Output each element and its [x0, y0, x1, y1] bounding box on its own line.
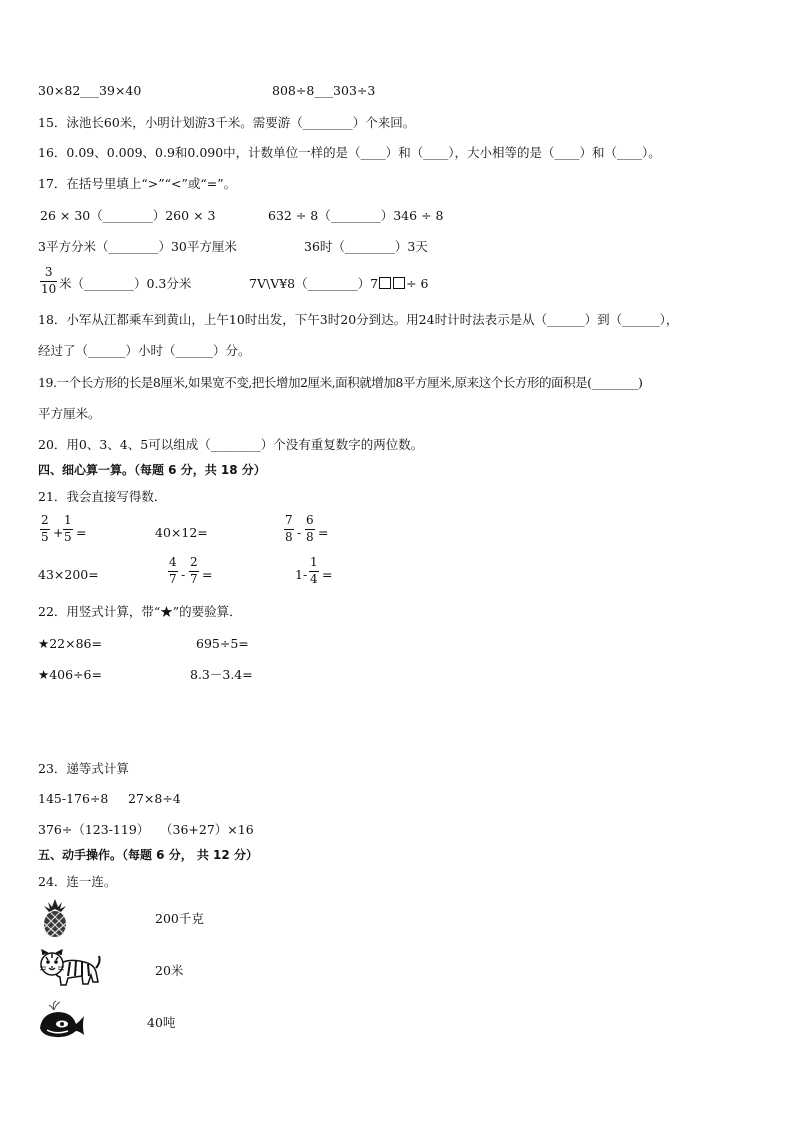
q24-option-3[interactable]: 40吨 [147, 1015, 176, 1030]
fraction-denominator: 4 [310, 572, 318, 586]
q23-a: 145-176÷8 [38, 791, 109, 806]
q17-row2-b: 36时（________）3天 [304, 239, 428, 254]
equals-sign: = [76, 525, 87, 540]
q21-f-fraction [309, 556, 319, 586]
blank-square-icon [379, 277, 391, 289]
q21-f-one-minus: 1- [295, 567, 308, 582]
q23-title: 23．递等式计算 [38, 761, 129, 776]
equals-sign: = [318, 525, 329, 540]
q17-row3-b-right: ÷ 6 [406, 276, 429, 291]
q21-a-fraction-2 [63, 514, 73, 544]
q22-b: 695÷5= [196, 636, 249, 651]
fraction-denominator: 7 [169, 572, 177, 586]
q17-title: 17．在括号里填上“>”“<”或“=”。 [38, 176, 237, 191]
q17-row3-a: 米（________）0.3分米 [59, 276, 192, 291]
q19-line2: 平方厘米。 [38, 406, 101, 421]
fraction-numerator: 4 [169, 555, 177, 569]
q16: 16．0.09、0.009、0.9和0.090中，计数单位一样的是（____）和（____），大小相等的是（____）和（____）。 [38, 145, 661, 160]
q19-line1: 19.一个长方形的长是8厘米,如果宽不变,把长增加2厘米,面积就增加8平方厘米,原来这个长方形的面积是(________) [38, 375, 643, 390]
q17-row3-b [249, 276, 428, 292]
q17-row1-a: 26 × 30（________）260 × 3 [40, 208, 216, 223]
fraction-numerator: 6 [306, 513, 314, 527]
fraction-denominator: 5 [41, 530, 49, 544]
q21-b: 40×12= [155, 525, 208, 540]
equals-sign: = [202, 567, 213, 582]
q22-d: 8.3－3.4= [190, 667, 253, 682]
q17-row1-b: 632 ÷ 8（________）346 ÷ 8 [268, 208, 444, 223]
section-4-heading: 四、细心算一算。（每题 6 分，共 18 分） [38, 463, 266, 477]
whale-icon[interactable] [38, 1000, 86, 1040]
fraction-denominator: 5 [64, 530, 72, 544]
q23-c: 376÷（123-119） [38, 822, 150, 837]
fraction-denominator: 7 [190, 572, 198, 586]
q21-title: 21．我会直接写得数． [38, 489, 167, 504]
fraction-numerator: 7 [285, 513, 293, 527]
q21-e-fraction-2 [189, 556, 199, 586]
q24-option-2[interactable]: 20米 [155, 963, 184, 978]
q23-b: 27×8÷4 [128, 791, 181, 806]
q22-title: 22．用竖式计算，带“★”的要验算． [38, 604, 242, 619]
section-5-heading: 五、动手操作。（每题 6 分， 共 12 分） [38, 848, 258, 862]
q23-d: （36+27）×16 [160, 822, 254, 837]
q17-row2-a: 3平方分米（________）30平方厘米 [38, 239, 237, 254]
minus-sign: - [181, 567, 186, 582]
q15: 15．泳池长60米，小明计划游3千米。需要游（________）个来回。 [38, 115, 416, 130]
q18-line1: 18．小军从江都乘车到黄山，上午10时出发，下午3时20分到达。用24时计时法表示是从（______）到（______）， [38, 312, 679, 327]
fraction-numerator: 1 [310, 555, 318, 569]
q21-a-fraction-1 [40, 514, 50, 544]
q24-option-1[interactable]: 200千克 [155, 911, 204, 926]
blank-square-icon [393, 277, 405, 289]
minus-sign: - [297, 525, 302, 540]
q14-right: 808÷8___303÷3 [272, 83, 376, 98]
q22-c: ★406÷6= [38, 667, 102, 682]
fraction-denominator: 8 [285, 530, 293, 544]
q21-c-fraction-2 [305, 514, 315, 544]
q22-a: ★22×86= [38, 636, 102, 651]
pineapple-icon[interactable] [38, 898, 72, 938]
fraction-denominator: 8 [306, 530, 314, 544]
q21-c-fraction-1 [284, 514, 294, 544]
q24-title: 24．连一连。 [38, 874, 117, 889]
equals-sign: = [322, 567, 333, 582]
q20: 20．用0、3、4、5可以组成（________）个没有重复数字的两位数。 [38, 437, 424, 452]
q21-d: 43×200= [38, 567, 99, 582]
q18-line2: 经过了（______）小时（______）分。 [38, 343, 251, 358]
plus-sign: + [53, 525, 64, 540]
q17-row3-b-left: 7V\V¥8（________）7 [249, 276, 379, 291]
q17-fraction [40, 266, 57, 296]
fraction-numerator: 2 [190, 555, 198, 569]
fraction-denominator: 10 [41, 282, 57, 296]
q14-left: 30×82___39×40 [38, 83, 142, 98]
fraction-numerator: 1 [64, 513, 72, 527]
tiger-icon[interactable] [38, 948, 102, 988]
fraction-numerator: 2 [41, 513, 49, 527]
fraction-numerator: 3 [44, 265, 53, 279]
q21-e-fraction-1 [168, 556, 178, 586]
